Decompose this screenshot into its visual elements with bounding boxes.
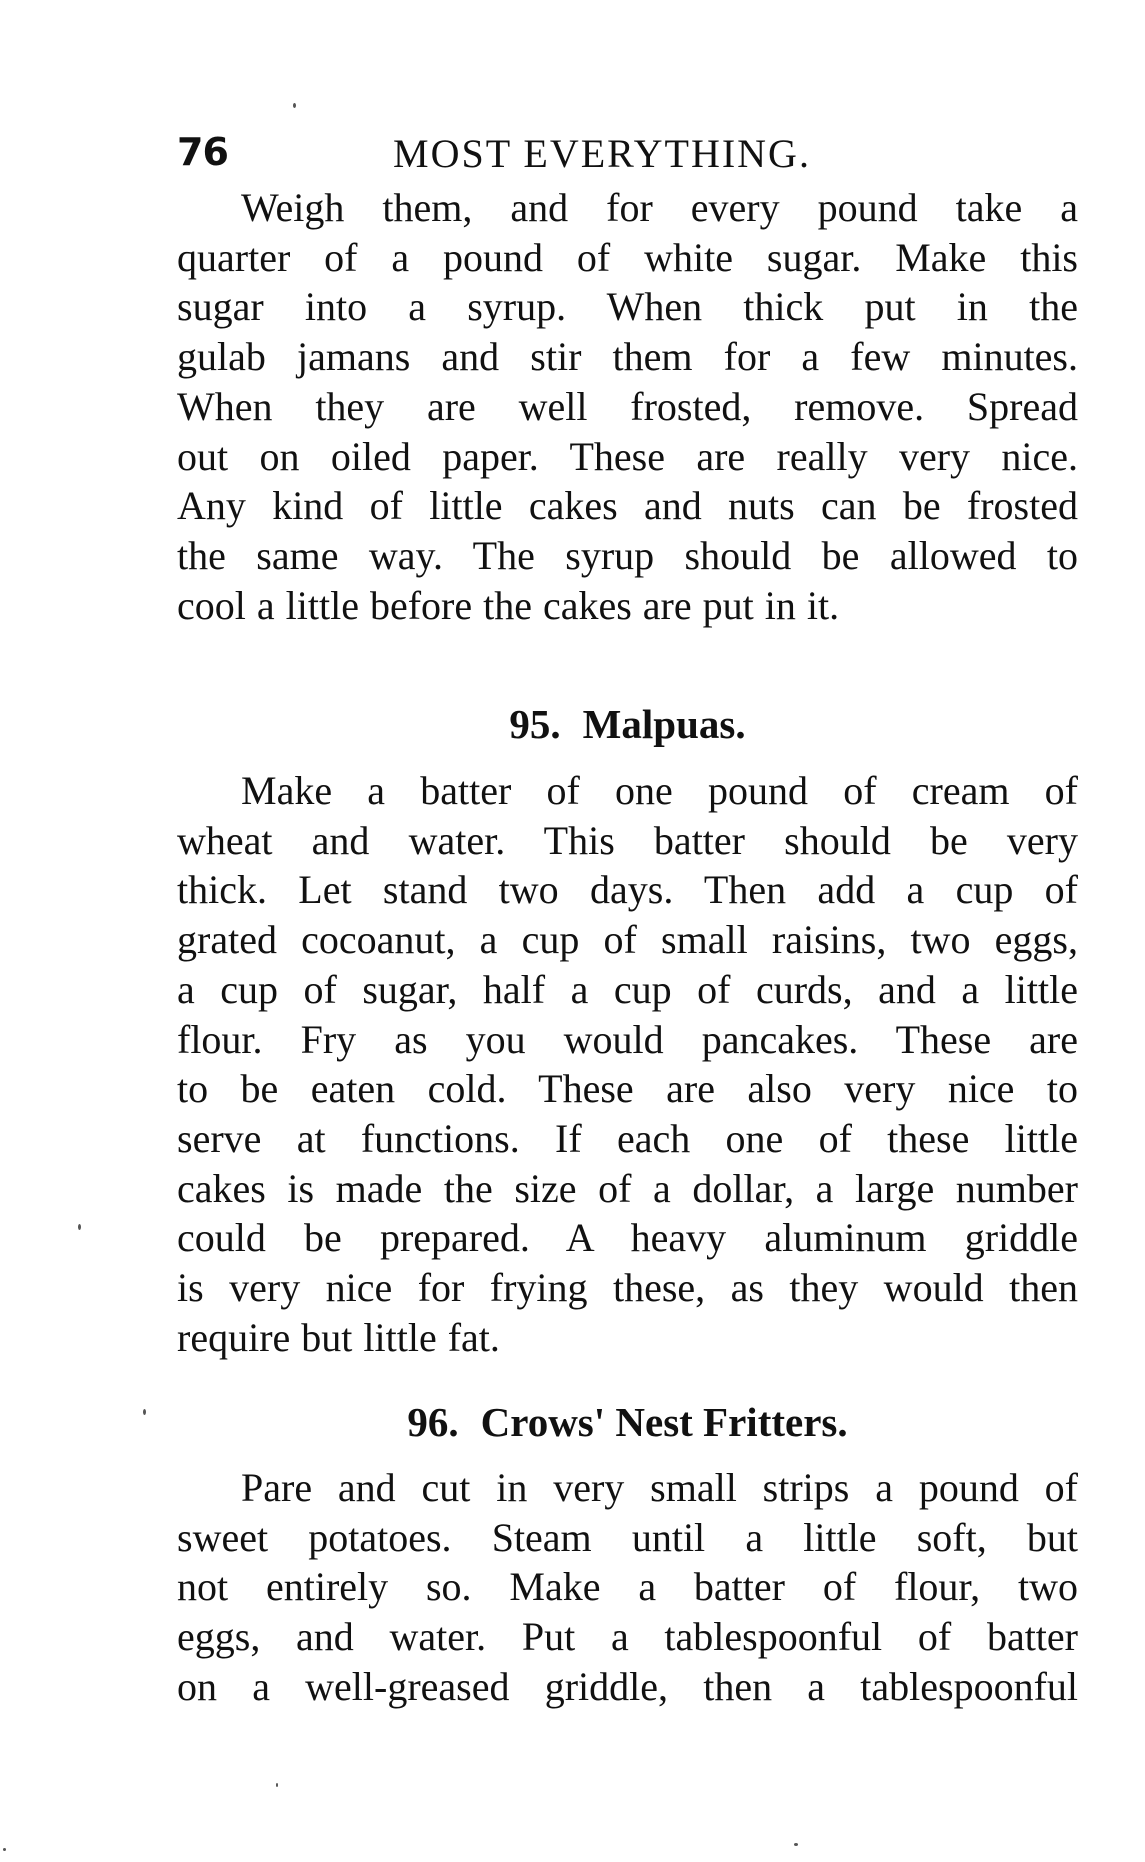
running-head	[177, 130, 1077, 190]
text-line: a cup of sugar, half a cup of curds, and a little	[177, 966, 1078, 1012]
text-line: out on oiled paper. These are really very nice.	[177, 433, 1078, 479]
text-line: to be eaten cold. These are also very nice to	[177, 1066, 1078, 1112]
paragraph	[177, 1463, 1078, 1712]
text-line: gulab jamans and stir them for a few minutes.	[177, 334, 1078, 380]
scan-speck	[78, 1224, 81, 1230]
text-line: When they are well frosted, remove. Spread	[177, 383, 1078, 429]
scan-speck	[293, 103, 296, 108]
recipe-number: 96.	[407, 1399, 459, 1445]
scan-speck	[143, 1409, 146, 1415]
text-line: Weigh them, and for every pound take a	[241, 185, 1078, 230]
text-line: cakes is made the size of a dollar, a large number	[177, 1165, 1078, 1211]
text-line: on a well-greased griddle, then a tablespoonful	[177, 1663, 1078, 1709]
recipe-heading-95	[177, 700, 1078, 748]
page-number: 76	[177, 130, 228, 174]
text-line: wheat and water. This batter should be very	[177, 817, 1078, 863]
text-line: require but little fat.	[177, 1314, 500, 1360]
book-title: MOST EVERYTHING.	[393, 131, 811, 176]
recipe-96-body	[177, 1463, 1078, 1712]
recipe-95-body	[177, 766, 1078, 1362]
text-line: thick. Let stand two days. Then add a cup of	[177, 867, 1078, 913]
intro-paragraph	[177, 183, 1078, 630]
paragraph	[177, 183, 1078, 630]
text-line: serve at functions. If each one of these little	[177, 1115, 1078, 1161]
text-line: Any kind of little cakes and nuts can be frosted	[177, 483, 1078, 529]
recipe-number: 95.	[509, 701, 561, 747]
text-line: grated cocoanut, a cup of small raisins, two eggs,	[177, 917, 1078, 963]
text-line: Make a batter of one pound of cream of	[241, 768, 1078, 813]
text-line: is very nice for frying these, as they would then	[177, 1265, 1078, 1311]
text-line: cool a little before the cakes are put in it.	[177, 582, 840, 628]
scan-speck	[276, 1783, 278, 1787]
text-line: could be prepared. A heavy aluminum griddle	[177, 1215, 1078, 1261]
text-line: sweet potatoes. Steam until a little soft, but	[177, 1514, 1078, 1560]
scan-speck	[3, 1848, 6, 1851]
text-line: the same way. The syrup should be allowed to	[177, 532, 1078, 578]
text-line: flour. Fry as you would pancakes. These are	[177, 1016, 1078, 1062]
text-line: quarter of a pound of white sugar. Make this	[177, 234, 1078, 280]
recipe-title: Crows' Nest Fritters.	[480, 1399, 848, 1445]
paragraph	[177, 766, 1078, 1362]
text-line: not entirely so. Make a batter of flour, two	[177, 1564, 1078, 1610]
text-line: Pare and cut in very small strips a pound of	[241, 1465, 1078, 1510]
text-line: eggs, and water. Put a tablespoonful of batter	[177, 1614, 1078, 1660]
text-line: sugar into a syrup. When thick put in the	[177, 284, 1078, 330]
recipe-title: Malpuas.	[582, 701, 746, 747]
recipe-heading-96	[177, 1398, 1078, 1446]
scan-speck	[794, 1843, 798, 1846]
